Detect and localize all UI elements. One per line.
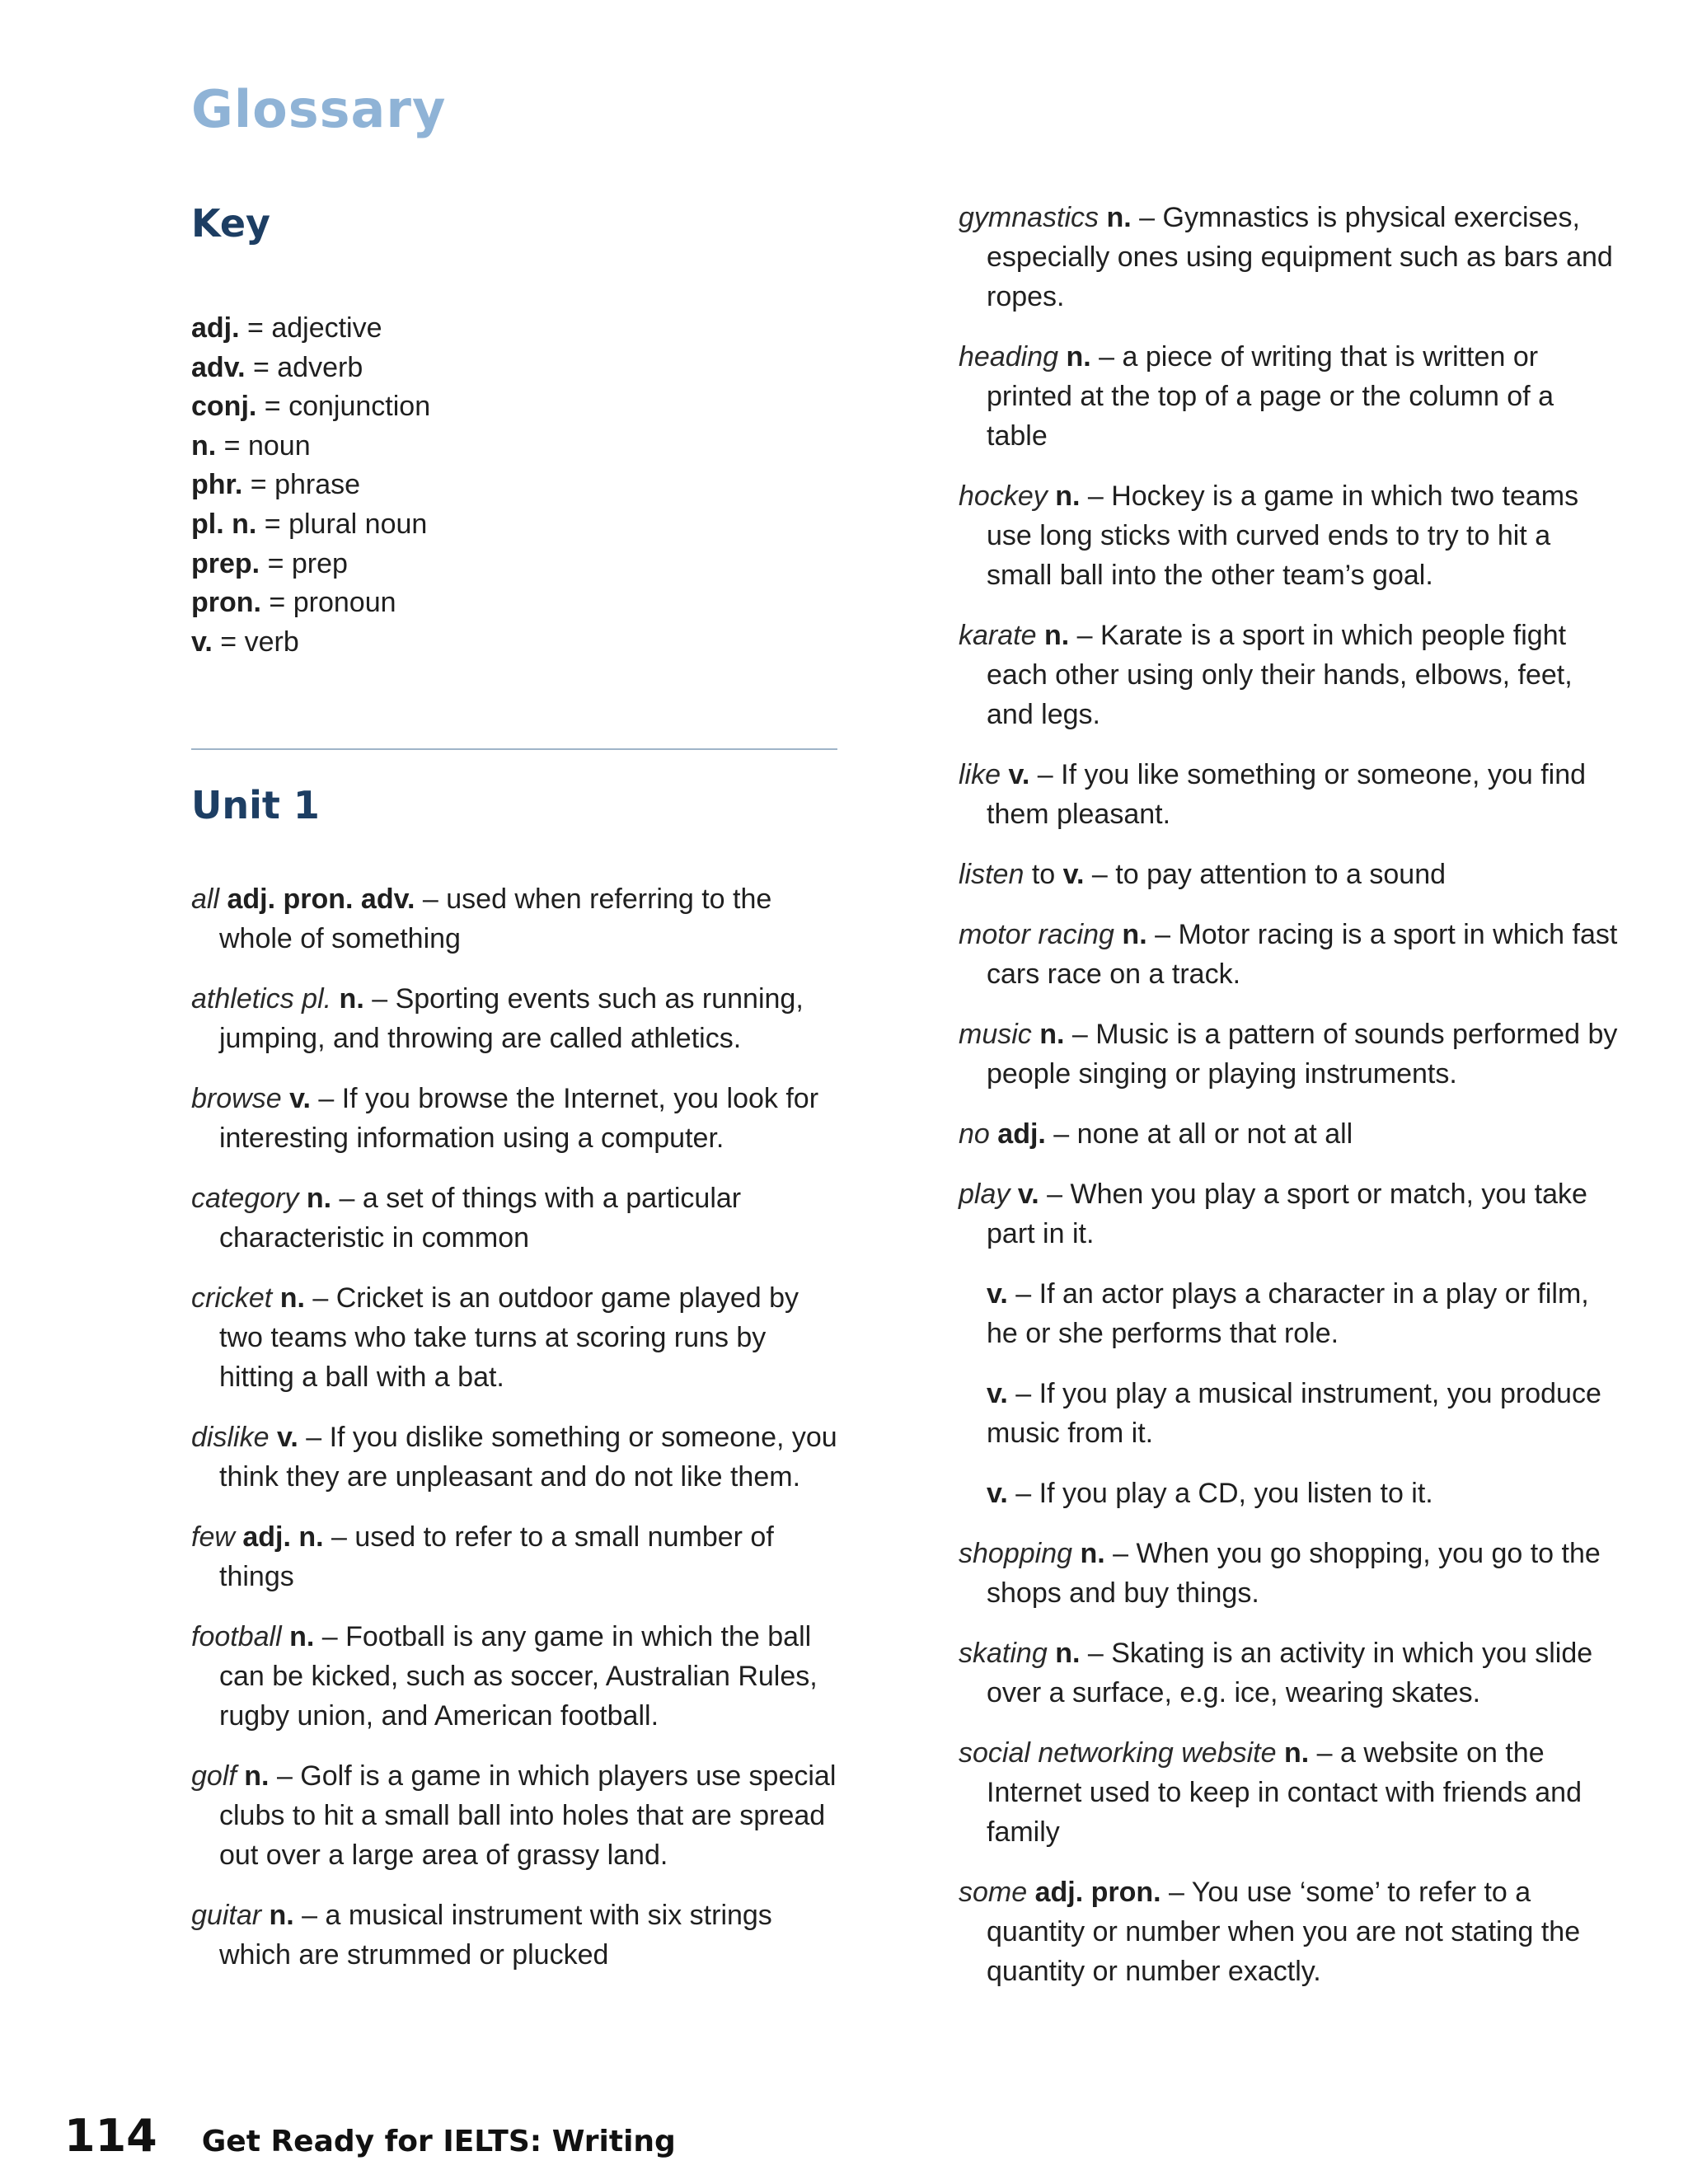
- entry-definition: – Music is a pattern of sounds performed by people singing or playing instruments.: [987, 1019, 1618, 1090]
- glossary-entry: [959, 1174, 1618, 1254]
- key-abbreviation: pron.: [191, 587, 261, 619]
- entry-term: heading: [959, 341, 1059, 373]
- entry-term: browse: [191, 1083, 282, 1114]
- entry-part-of-speech: v.: [987, 1378, 1008, 1409]
- key-list: [191, 309, 430, 662]
- entry-part-of-speech: n.: [1080, 1538, 1105, 1569]
- entry-part-of-speech: v.: [1017, 1179, 1039, 1210]
- entry-part-of-speech: n.: [269, 1900, 294, 1931]
- entry-definition: – Skating is an activity in which you slide over a surface, e.g. ice, wearing skates.: [987, 1638, 1593, 1708]
- key-item: [191, 466, 430, 505]
- key-item: [191, 427, 430, 466]
- entry-definition: – When you go shopping, you go to the shops and buy things.: [987, 1538, 1601, 1609]
- entry-part-of-speech: n.: [289, 1621, 315, 1652]
- entry-definition: – Motor racing is a sport in which fast cars race on a track.: [987, 919, 1618, 990]
- glossary-entry: [959, 476, 1618, 595]
- entry-definition: – If you play a musical instrument, you produce music from it.: [987, 1378, 1601, 1449]
- entry-part-of-speech: v.: [1062, 859, 1085, 890]
- key-abbreviation: pl. n.: [191, 508, 257, 540]
- entry-definition: – You use ‘some’ to refer to a quantity or number when you are not stating the quantity or number exactly.: [987, 1877, 1581, 1987]
- entry-definition: – If you browse the Internet, you look for interesting information using a computer.: [219, 1083, 819, 1154]
- page-footer: [64, 2110, 676, 2162]
- glossary-entry: [959, 616, 1618, 734]
- glossary-entry: [191, 879, 842, 958]
- entry-part-of-speech: n.: [1106, 202, 1132, 233]
- glossary-entry: [959, 1114, 1618, 1154]
- entry-term: hockey: [959, 480, 1048, 512]
- entry-part-of-speech: v.: [276, 1422, 298, 1453]
- entry-part-of-speech: n.: [244, 1760, 270, 1792]
- key-item: [191, 309, 430, 349]
- glossary-sub-sense: [959, 1474, 1618, 1513]
- key-item: [191, 545, 430, 584]
- entry-definition: – none at all or not at all: [1045, 1118, 1353, 1150]
- glossary-entry: [191, 1418, 842, 1497]
- entry-definition: – Karate is a sport in which people fight each other using only their hands, elbows, feet, and legs.: [987, 620, 1573, 730]
- page-title: Glossary: [191, 79, 447, 139]
- key-abbreviation: conj.: [191, 391, 257, 423]
- entry-definition: – If an actor plays a character in a play or film, he or she performs that role.: [987, 1278, 1589, 1349]
- entry-definition: – If you dislike something or someone, you think they are unpleasant and do not like them.: [219, 1422, 837, 1493]
- key-meaning: = prep: [260, 547, 348, 579]
- entry-definition: – used to refer to a small number of things: [219, 1521, 774, 1592]
- glossary-entry: [959, 855, 1618, 894]
- key-abbreviation: phr.: [191, 469, 243, 501]
- key-meaning: = adverb: [245, 351, 363, 383]
- entry-part-of-speech: adj. pron.: [1034, 1877, 1161, 1908]
- glossary-sub-sense: [959, 1274, 1618, 1353]
- glossary-entry: [959, 915, 1618, 994]
- key-item: [191, 349, 430, 388]
- entry-part-of-speech: n.: [306, 1183, 332, 1214]
- entry-term: play: [959, 1179, 1010, 1210]
- entry-term: dislike: [191, 1422, 270, 1453]
- entry-part-of-speech: adj.: [997, 1118, 1046, 1150]
- entry-term: listen: [959, 859, 1025, 890]
- glossary-entry: [959, 337, 1618, 456]
- entry-part-of-speech: adj. n.: [242, 1521, 324, 1553]
- glossary-entry: [191, 1278, 842, 1397]
- glossary-entry: [959, 1633, 1618, 1713]
- key-abbreviation: n.: [191, 429, 217, 462]
- entry-term: category: [191, 1183, 299, 1214]
- entry-term-extra: to: [1024, 859, 1063, 890]
- entry-term: shopping: [959, 1538, 1073, 1569]
- key-meaning: = noun: [216, 429, 311, 462]
- entry-term: gymnastics: [959, 202, 1100, 233]
- key-item: [191, 505, 430, 545]
- glossary-entry: [191, 1179, 842, 1258]
- glossary-entry: [191, 1517, 842, 1596]
- entry-definition: – used when referring to the whole of something: [219, 883, 772, 954]
- glossary-entry: [959, 1015, 1618, 1094]
- book-title: Get Ready for IELTS: Writing: [201, 2125, 676, 2158]
- key-item: [191, 583, 430, 623]
- key-meaning: = phrase: [242, 469, 361, 501]
- entry-term: cricket: [191, 1282, 273, 1314]
- glossary-entry: [959, 1733, 1618, 1852]
- entry-part-of-speech: n.: [1066, 341, 1091, 373]
- entry-part-of-speech: n.: [1039, 1019, 1065, 1050]
- glossary-entries-left: [191, 879, 842, 1995]
- glossary-entry: [959, 198, 1618, 316]
- entry-term: social networking website: [959, 1737, 1277, 1769]
- page-number: 114: [64, 2110, 157, 2162]
- entry-part-of-speech: n.: [1122, 919, 1147, 950]
- entry-term: no: [959, 1118, 990, 1150]
- entry-definition: – Hockey is a game in which two teams use long sticks with curved ends to try to hit a small ball into the other team’s goal.: [987, 480, 1579, 591]
- entry-part-of-speech: n.: [1055, 480, 1081, 512]
- entry-definition: – Golf is a game in which players use special clubs to hit a small ball into holes that are spread out over a large area of grassy land.: [219, 1760, 837, 1871]
- entry-term: motor racing: [959, 919, 1114, 950]
- entry-definition: – a website on the Internet used to keep in contact with friends and family: [987, 1737, 1582, 1848]
- entry-definition: – a musical instrument with six strings which are strummed or plucked: [219, 1900, 772, 1971]
- unit-heading: Unit 1: [191, 783, 320, 827]
- key-heading: Key: [191, 201, 271, 246]
- entry-term: guitar: [191, 1900, 262, 1931]
- entry-part-of-speech: n.: [339, 983, 364, 1015]
- entry-term: few: [191, 1521, 235, 1553]
- glossary-entry: [191, 1617, 842, 1736]
- entry-term: football: [191, 1621, 282, 1652]
- entry-term: golf: [191, 1760, 237, 1792]
- glossary-entries-right: [959, 198, 1618, 2012]
- key-item: [191, 623, 430, 663]
- entry-term: skating: [959, 1638, 1048, 1669]
- glossary-entry: [191, 1896, 842, 1975]
- entry-part-of-speech: v.: [289, 1083, 311, 1114]
- entry-term: all: [191, 883, 220, 915]
- entry-part-of-speech: v.: [987, 1478, 1008, 1509]
- glossary-entry: [191, 979, 842, 1058]
- entry-part-of-speech: n.: [1043, 620, 1070, 651]
- key-meaning: = plural noun: [256, 508, 428, 540]
- glossary-entry: [191, 1756, 842, 1875]
- key-abbreviation: adv.: [191, 351, 246, 383]
- key-meaning: = pronoun: [260, 587, 396, 619]
- entry-term: karate: [959, 620, 1037, 651]
- glossary-entry: [959, 1534, 1618, 1613]
- key-meaning: = conjunction: [256, 391, 431, 423]
- glossary-entry: [959, 755, 1618, 834]
- entry-part-of-speech: v.: [1008, 759, 1030, 790]
- key-item: [191, 387, 430, 427]
- entry-definition: – to pay attention to a sound: [1084, 859, 1447, 890]
- entry-definition: – If you play a CD, you listen to it.: [1007, 1478, 1433, 1509]
- key-abbreviation: adj.: [191, 312, 240, 344]
- entry-definition: – If you like something or someone, you find them pleasant.: [987, 759, 1587, 830]
- glossary-sub-sense: [959, 1374, 1618, 1453]
- entry-part-of-speech: adj. pron. adv.: [227, 883, 415, 915]
- entry-definition: – Gymnastics is physical exercises, especially ones using equipment such as bars and ropes.: [987, 202, 1613, 312]
- entry-definition: – Football is any game in which the ball can be kicked, such as soccer, Australian Rules, rugby union, and American football.: [219, 1621, 818, 1732]
- entry-term: music: [959, 1019, 1032, 1050]
- entry-part-of-speech: n.: [1055, 1638, 1081, 1669]
- key-abbreviation: v.: [191, 626, 213, 658]
- entry-definition: – a set of things with a particular characteristic in common: [219, 1183, 742, 1254]
- key-meaning: = adjective: [239, 312, 382, 344]
- glossary-entry: [191, 1079, 842, 1158]
- entry-term: like: [959, 759, 1001, 790]
- entry-definition: – Cricket is an outdoor game played by two teams who take turns at scoring runs by hitting a ball with a bat.: [219, 1282, 799, 1393]
- entry-term: some: [959, 1877, 1028, 1908]
- entry-part-of-speech: n.: [279, 1282, 305, 1314]
- entry-part-of-speech: n.: [1283, 1737, 1310, 1769]
- glossary-entry: [959, 1872, 1618, 1991]
- key-meaning: = verb: [212, 626, 299, 658]
- section-divider: [191, 748, 837, 750]
- entry-term: athletics pl.: [191, 983, 332, 1015]
- entry-definition: – Sporting events such as running, jumping, and throwing are called athletics.: [219, 983, 804, 1054]
- entry-definition: – When you play a sport or match, you take part in it.: [987, 1179, 1587, 1249]
- entry-part-of-speech: v.: [987, 1278, 1008, 1310]
- key-abbreviation: prep.: [191, 547, 260, 579]
- entry-definition: – a piece of writing that is written or printed at the top of a page or the column of a table: [987, 341, 1554, 452]
